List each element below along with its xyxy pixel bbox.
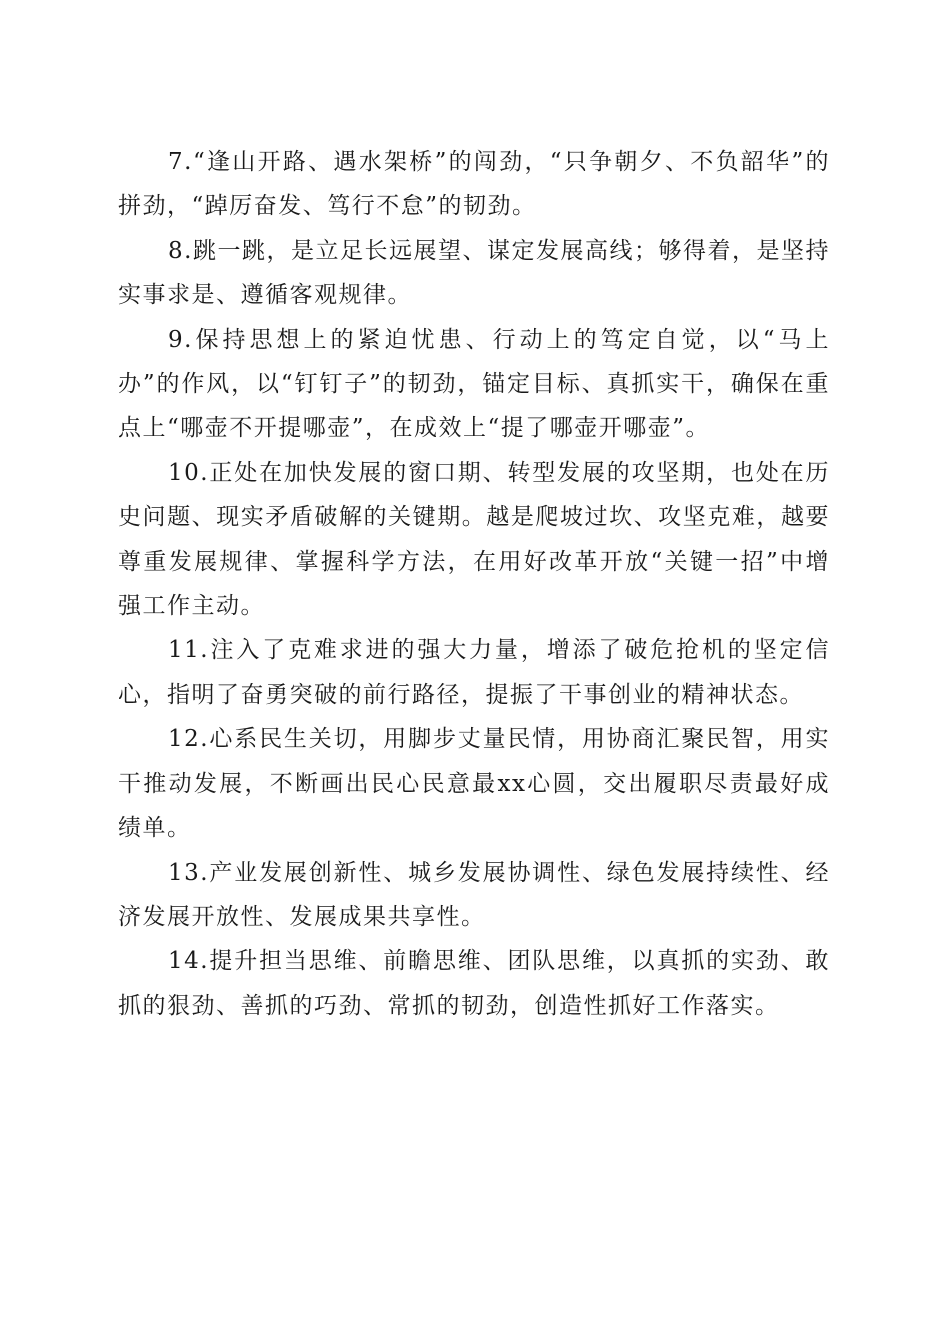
paragraph-12: 12.心系民生关切，用脚步丈量民情，用协商汇聚民智，用实干推动发展，不断画出民心民意最xx心圆，交出履职尽责最好成绩单。 xyxy=(118,726,830,842)
paragraph-14: 14.提升担当思维、前瞻思维、团队思维，以真抓的实劲、敢抓的狠劲、善抓的巧劲、常抓的韧劲，创造性抓好工作落实。 xyxy=(118,948,830,1019)
paragraph-11: 11.注入了克难求进的强大力量，增添了破危抢机的坚定信心，指明了奋勇突破的前行路径，提振了干事创业的精神状态。 xyxy=(118,637,830,708)
paragraph-7: 7.“逢山开路、遇水架桥”的闯劲，“只争朝夕、不负韶华”的拼劲，“踔厉奋发、笃行不怠”的韧劲。 xyxy=(118,149,830,220)
paragraph-8: 8.跳一跳，是立足长远展望、谋定发展高线；够得着，是坚持实事求是、遵循客观规律。 xyxy=(118,237,830,309)
paragraph-10: 10.正处在加快发展的窗口期、转型发展的攻坚期，也处在历史问题、现实矛盾破解的关键期。越是爬坡过坎、攻坚克难，越要尊重发展规律、掌握科学方法，在用好改革开放“关键一招”中增强工作主动。 xyxy=(118,459,830,620)
paragraph-13: 13.产业发展创新性、城乡发展协调性、绿色发展持续性、经济发展开放性、发展成果共享性。 xyxy=(118,859,830,930)
document-body xyxy=(118,140,830,1028)
paragraph-9: 9.保持思想上的紧迫忧患、行动上的笃定自觉，以“马上办”的作风，以“钉钉子”的韧劲，锚定目标、真抓实干，确保在重点上“哪壶不开提哪壶”，在成效上“提了哪壶开哪壶”。 xyxy=(118,326,830,442)
